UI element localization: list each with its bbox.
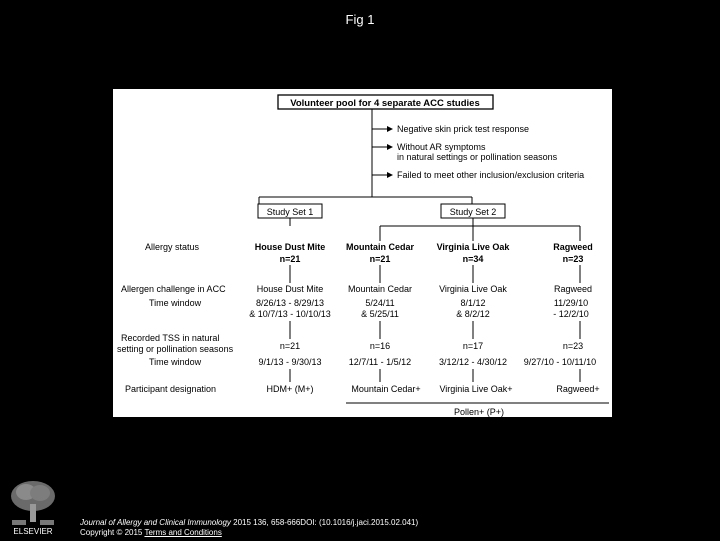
col-1-tss-window: 9/1/13 - 9/30/13 — [258, 357, 322, 367]
row-label-time-window-1: Time window — [149, 298, 202, 308]
col-3-n: n=34 — [462, 254, 484, 264]
col-4-challenge: Ragweed — [553, 284, 593, 294]
study-flow-diagram — [113, 89, 612, 417]
exclusion-3: Failed to meet other inclusion/exclusion criteria — [397, 170, 585, 180]
col-2-designation: Mountain Cedar+ — [351, 384, 421, 394]
copyright — [80, 528, 222, 537]
col-1-window-1: 8/26/13 - 8/29/13 — [255, 298, 325, 308]
col-1-window-2: & 10/7/13 - 10/10/13 — [249, 309, 331, 319]
col-3-tss-window: 3/12/12 - 4/30/12 — [438, 357, 508, 367]
journal-name: Journal of Allergy and Clinical Immunology — [80, 518, 231, 527]
row-label-allergy-status: Allergy status — [145, 242, 200, 252]
col-4-window-2: - 12/2/10 — [553, 309, 589, 319]
exclusion-2b: in natural settings or pollination seasons — [397, 152, 558, 162]
col-2-window-2: & 5/25/11 — [361, 309, 399, 319]
pollen-label: Pollen+ (P+) — [453, 407, 505, 417]
col-1-challenge: House Dust Mite — [256, 284, 324, 294]
col-2-n: n=21 — [369, 254, 391, 264]
citation-details: 2015 136, 658-666DOI: (10.1016/j.jaci.2015.02.041) — [233, 518, 419, 527]
study-set-1: Study Set 1 — [266, 207, 314, 217]
col-2-window-1: 5/24/11 — [365, 298, 395, 308]
elsevier-logo — [6, 478, 60, 536]
row-label-allergen-challenge: Allergen challenge in ACC — [121, 284, 226, 294]
row-label-recorded-tss-1: Recorded TSS in natural — [121, 333, 220, 343]
exclusion-1: Negative skin prick test response — [397, 124, 530, 134]
col-3-window-2: & 8/2/12 — [456, 309, 490, 319]
col-1-status: House Dust Mite — [254, 242, 326, 252]
col-3-tss-n: n=17 — [462, 341, 484, 351]
col-4-window-1: 11/29/10 — [553, 298, 589, 308]
exclusion-2a: Without AR symptoms — [397, 142, 486, 152]
col-2-tss-window: 12/7/11 - 1/5/12 — [348, 357, 412, 367]
terms-link[interactable]: Terms and Conditions — [144, 528, 222, 537]
col-4-designation: Ragweed+ — [556, 384, 600, 394]
logo-text: ELSEVIER — [13, 527, 53, 536]
col-4-tss-n: n=23 — [562, 341, 584, 351]
col-4-status: Ragweed — [553, 242, 593, 252]
slide-title: Fig 1 — [345, 12, 375, 27]
col-3-designation: Virginia Live Oak+ — [439, 384, 513, 394]
col-1-n: n=21 — [279, 254, 301, 264]
col-4-tss-window: 9/27/10 - 10/11/10 — [523, 357, 597, 367]
col-2-tss-n: n=16 — [369, 341, 391, 351]
copyright-text: Copyright © 2015 — [80, 528, 143, 537]
elsevier-tree-icon — [6, 478, 60, 536]
col-3-status: Virginia Live Oak — [436, 242, 510, 252]
study-set-2: Study Set 2 — [449, 207, 497, 217]
row-label-recorded-tss-2: setting or pollination seasons — [117, 344, 234, 354]
row-label-time-window-2: Time window — [149, 357, 202, 367]
col-2-challenge: Mountain Cedar — [347, 284, 413, 294]
col-4-n: n=23 — [562, 254, 584, 264]
col-3-window-1: 8/1/12 — [460, 298, 486, 308]
pool-title: Volunteer pool for 4 separate ACC studies — [290, 98, 480, 109]
col-2-status: Mountain Cedar — [345, 242, 415, 252]
citation — [80, 518, 418, 527]
col-1-designation: HDM+ (M+) — [266, 384, 314, 394]
col-1-tss-n: n=21 — [279, 341, 301, 351]
col-3-challenge: Virginia Live Oak — [439, 284, 507, 294]
row-label-participant: Participant designation — [125, 384, 217, 394]
